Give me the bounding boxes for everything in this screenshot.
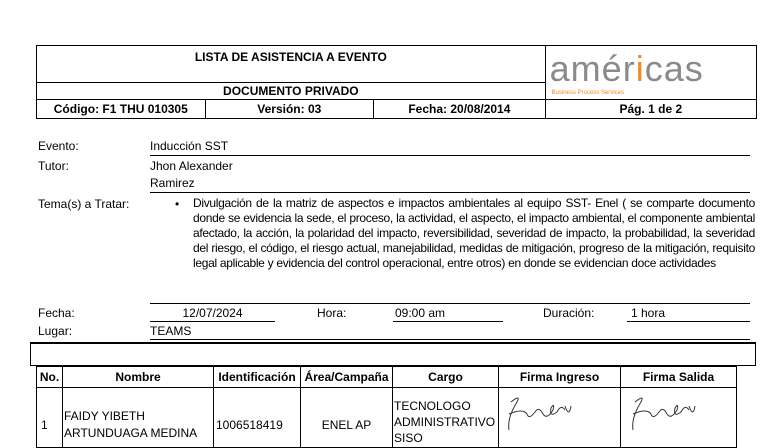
document-date: Fecha: 20/08/2014 — [374, 100, 546, 119]
tutor-label: Tutor: — [38, 159, 69, 173]
col-header-area: Área/Campaña — [301, 367, 393, 388]
divider — [150, 321, 275, 322]
tema-value: Divulgación de la matriz de aspectos e impactos ambientales al equipo SST- Enel ( se comparte documento donde se evidencia la sede, el proceso, la actividad, el aspecto, el impacto ambiental, el componente ambiental afectado, la acción, la polaridad del impacto, reversibilidad, severidad de impacto, la probabilidad, la severidad del riesgo, el código, el riesgo actual, manejabilidad, medidas de mitigación, progreso de la mitigación, requisito legal aplicable y evidencia del control operacional, entre otros) en donde se evidencian doce actividades — [193, 196, 755, 270]
cell-identificacion: 1006518419 — [214, 388, 301, 448]
nombre-line2: ARTUNDUAGA MEDINA — [64, 426, 198, 440]
cargo-line3: SISO — [394, 431, 423, 445]
fecha-label: Fecha: — [38, 306, 75, 320]
hora-label: Hora: — [317, 306, 347, 320]
cargo-line1: TECNOLOGO — [394, 399, 471, 413]
signature-ingreso — [499, 388, 579, 438]
logo-tagline: Business Process Services — [551, 90, 625, 96]
logo-wordmark: américas — [549, 48, 704, 89]
duracion-label: Duración: — [543, 306, 595, 320]
cell-area: ENEL AP — [301, 388, 393, 448]
cargo-line2: ADMINISTRATIVO — [394, 415, 496, 429]
document-header — [36, 45, 757, 119]
cell-no: 1 — [37, 388, 63, 448]
table-row — [37, 388, 737, 448]
document-subtitle: DOCUMENTO PRIVADO — [37, 83, 546, 100]
col-header-cargo: Cargo — [393, 367, 499, 388]
evento-label: Evento: — [38, 139, 79, 153]
signature-salida — [621, 388, 701, 438]
document-page: Pág. 1 de 2 — [545, 100, 756, 119]
lugar-label: Lugar: — [38, 324, 73, 338]
document-code: Código: F1 THU 010305 — [37, 100, 206, 119]
nombre-line1: FAIDY YIBETH — [64, 409, 145, 423]
table-header-row — [37, 367, 737, 388]
document-version: Versión: 03 — [205, 100, 374, 119]
col-header-nombre: Nombre — [63, 367, 214, 388]
col-header-identificacion: Identificación — [214, 367, 301, 388]
hora-value: 09:00 am — [395, 306, 446, 320]
divider — [150, 339, 750, 340]
cell-cargo — [393, 388, 499, 448]
cell-firma-salida — [621, 388, 737, 448]
col-header-firma-salida: Firma Salida — [621, 367, 737, 388]
tutor-value-line1: Jhon Alexander — [150, 159, 233, 173]
cell-firma-ingreso — [499, 388, 621, 448]
lugar-value: TEAMS — [150, 324, 192, 338]
document-title: LISTA DE ASISTENCIA A EVENTO — [37, 46, 546, 83]
duracion-value: 1 hora — [631, 306, 666, 320]
bullet: • — [175, 197, 180, 211]
divider — [393, 321, 503, 322]
attendance-table — [36, 366, 737, 448]
blank-box — [30, 342, 756, 366]
col-header-firma-ingreso: Firma Ingreso — [499, 367, 621, 388]
tema-label: Tema(s) a Tratar: — [38, 197, 130, 211]
tutor-value-line2: Ramirez — [150, 176, 195, 190]
divider — [150, 155, 750, 156]
col-header-no: No. — [37, 367, 63, 388]
fecha-value: 12/07/2024 — [182, 306, 243, 320]
logo — [545, 46, 756, 100]
divider — [627, 321, 750, 322]
divider — [150, 303, 750, 304]
divider — [150, 192, 750, 193]
cell-nombre — [63, 388, 214, 448]
evento-value: Inducción SST — [150, 139, 229, 153]
